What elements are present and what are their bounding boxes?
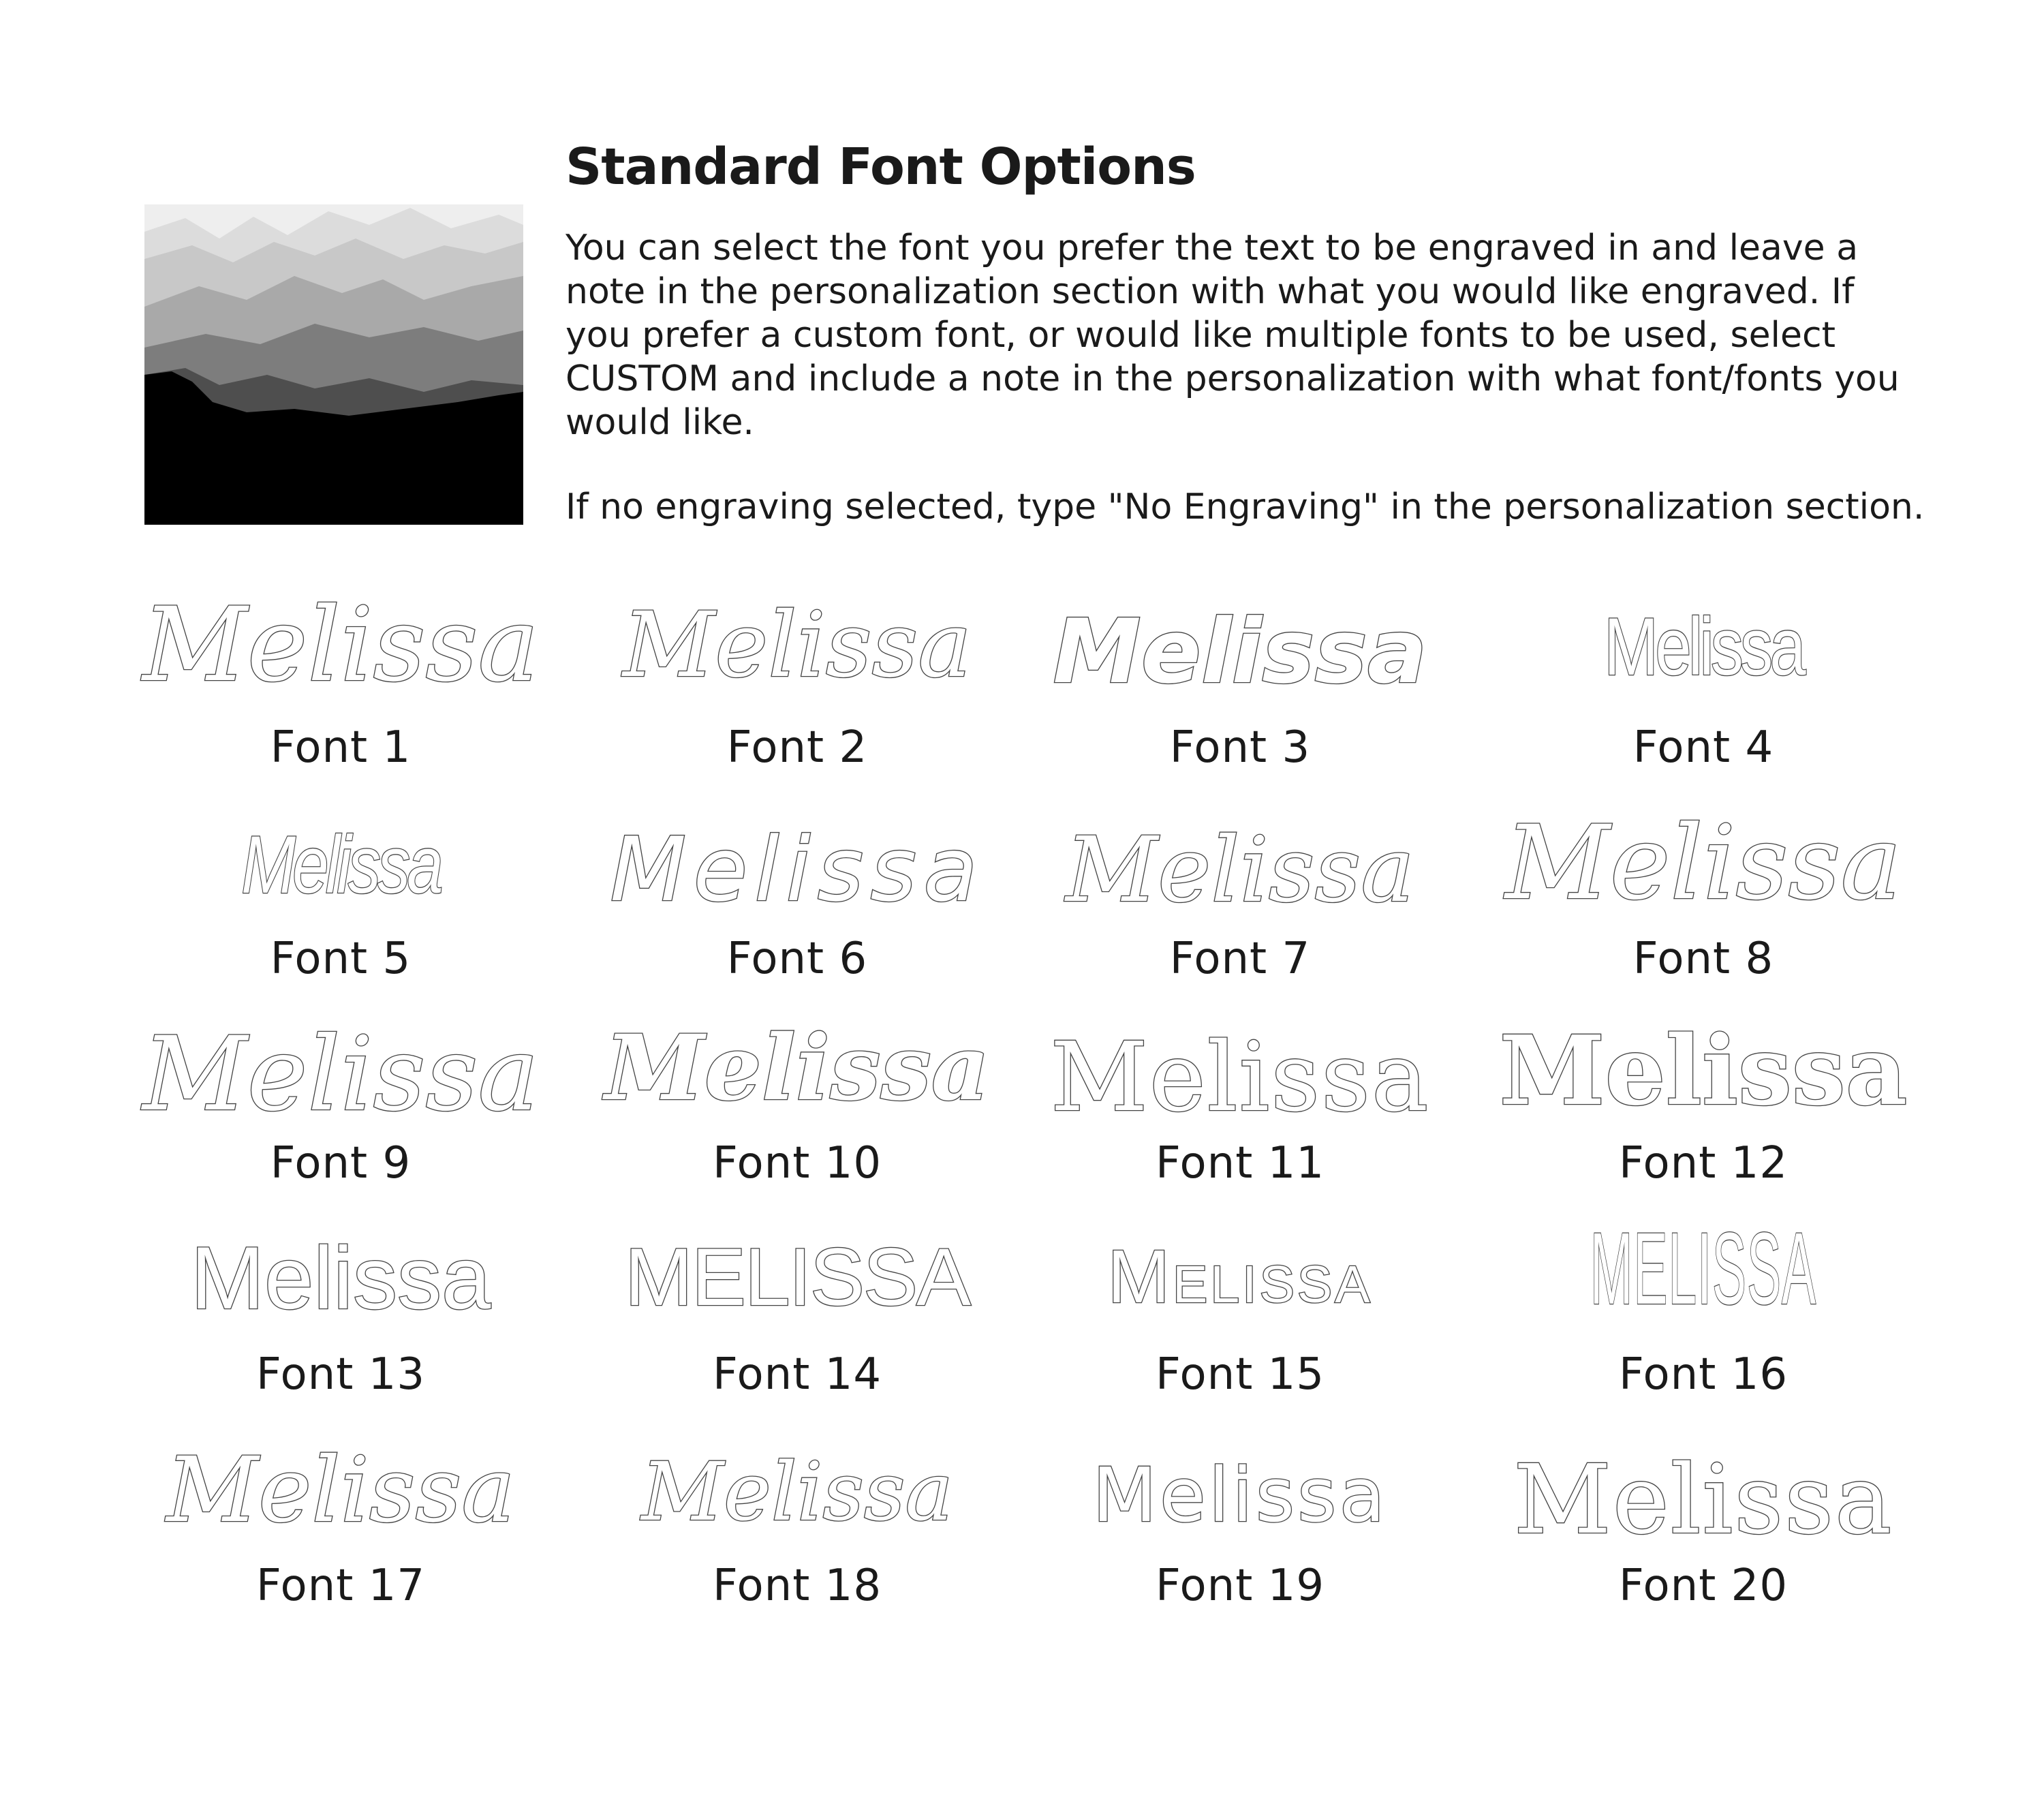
font-label: Font 6 xyxy=(726,934,868,984)
font-label: Font 10 xyxy=(712,1138,882,1188)
instructions-line: note in the personalization section with what you would like engraved. If xyxy=(566,271,1855,312)
font-label: Font 2 xyxy=(726,722,868,773)
font-sample-text: Melissa xyxy=(610,818,985,921)
font-label: Font 7 xyxy=(1169,934,1311,984)
font-label: Font 14 xyxy=(712,1349,882,1400)
font-sample-text: Melissa xyxy=(1513,1445,1893,1556)
font-sample-text: Melissa xyxy=(604,1015,990,1121)
font-sample-text: Melissa xyxy=(1066,818,1414,923)
font-sample-text: Melissa xyxy=(1604,601,1803,692)
instructions-line: CUSTOM and include a note in the personalization with what font/fonts you xyxy=(566,358,1900,399)
font-sample-text: Melissa xyxy=(1499,1015,1908,1127)
instructions-line: You can select the font you prefer the text to be engraved in and leave a xyxy=(566,228,1859,269)
no-engraving-note: If no engraving selected, type "No Engraving" in the personalization section. xyxy=(566,487,1925,527)
font-sample-text: Melissa xyxy=(623,593,972,698)
font-sample-text: Melissa xyxy=(142,586,539,705)
font-label: Font 12 xyxy=(1618,1138,1788,1188)
font-sample-text: MELISSA xyxy=(1590,1211,1817,1325)
font-label: Font 5 xyxy=(270,934,412,984)
font-sample-text: Melissa xyxy=(241,819,440,910)
font-sample-text: Melissa xyxy=(1053,600,1427,703)
font-label: Font 18 xyxy=(712,1561,882,1611)
instructions-line: you prefer a custom font, or would like multiple fonts to be used, select xyxy=(566,315,1836,356)
font-sample-text: MELISSA xyxy=(624,1231,970,1323)
font-sample-text: Melissa xyxy=(1092,1452,1388,1539)
mountain-landscape-icon xyxy=(144,204,523,525)
font-sample-text: Melissa xyxy=(166,1438,515,1543)
font-label: Font 1 xyxy=(270,722,412,773)
font-label: Font 13 xyxy=(256,1349,426,1400)
font-label: Font 11 xyxy=(1155,1138,1325,1188)
font-label: Font 16 xyxy=(1618,1349,1788,1400)
page-title: Standard Font Options xyxy=(566,138,1196,196)
font-sample-text: Melissa xyxy=(1107,1235,1373,1319)
font-sample-text: Melissa xyxy=(142,1015,539,1134)
font-label: Font 15 xyxy=(1155,1349,1325,1400)
font-sample-text: Melissa xyxy=(1505,804,1902,923)
font-label: Font 4 xyxy=(1632,722,1774,773)
font-label: Font 9 xyxy=(270,1138,412,1188)
font-sample-text: Melissa xyxy=(1050,1022,1430,1133)
font-sample-text: Melissa xyxy=(190,1228,491,1328)
shop-logo xyxy=(144,204,523,525)
font-label: Font 8 xyxy=(1632,934,1774,984)
font-label: Font 19 xyxy=(1155,1561,1325,1611)
font-label: Font 17 xyxy=(256,1561,426,1611)
font-sample-text: Melissa xyxy=(641,1445,953,1539)
instructions-line: would like. xyxy=(566,402,754,443)
instructions-paragraph xyxy=(566,226,1996,444)
font-label: Font 20 xyxy=(1618,1561,1788,1611)
font-label: Font 3 xyxy=(1169,722,1311,773)
